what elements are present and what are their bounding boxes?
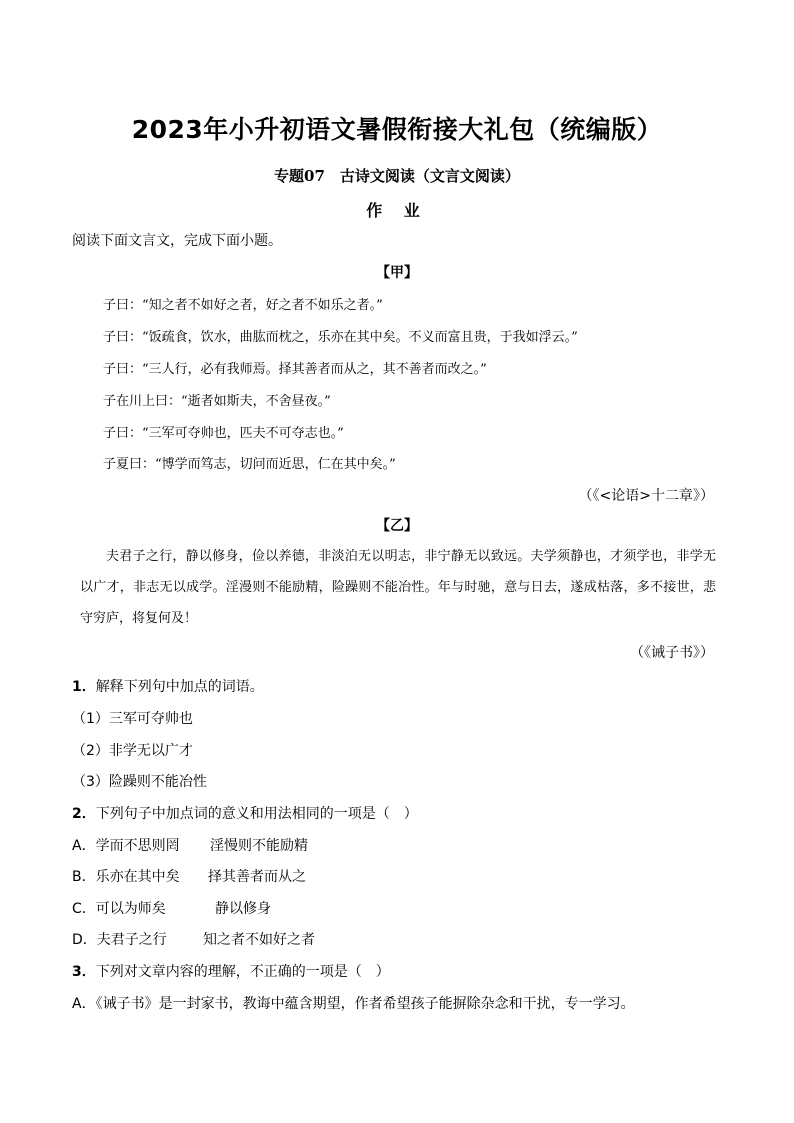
option-left: 夫君子之行 <box>96 932 167 948</box>
document-subtitle: 专题07 古诗文阅读（文言文阅读） <box>274 167 520 185</box>
option-c-right: 静以修身 <box>215 901 271 917</box>
passage-jia-line: 子曰：“饭疏食，饮水，曲肱而枕之，乐亦在其中矣。不义而富且贵，于我如浮云。” <box>103 330 578 345</box>
passage-jia-source: （《<论语>十二章》） <box>578 488 714 504</box>
passage-jia-line: 子曰：“三军可夺帅也，匹夫不可夺志也。” <box>103 426 344 441</box>
passage-yi-text: 夫君子之行，静以修身，俭以养德，非淡泊无以明志，非宁静无以致远。夫学须静也，才须学也，非学无以广才，非志无以成学。淫漫则不能励精，险躁则不能冶性。年与时驰，意与日去，遂成枯落，多不接世，悲守穷庐，将复何及！ <box>80 549 716 626</box>
reading-instruction: 阅读下面文言文，完成下面小题。 <box>72 233 282 249</box>
option-left: 可以为师矣 <box>95 901 166 917</box>
option-a[interactable] <box>72 993 635 1013</box>
question-text: 解释下列句中加点的词语。 <box>95 679 264 695</box>
option-d-right: 知之者不如好之者 <box>203 932 315 948</box>
option-a-right: 淫慢则不能励精 <box>210 838 308 854</box>
passage-jia-line: 子曰：“知之者不如好之者，好之者不如乐之者。” <box>103 298 383 313</box>
document-title: 2023年小升初语文暑假衔接大礼包（统编版） <box>131 115 663 144</box>
option-left: 学而不思则罔 <box>95 838 180 854</box>
passage-jia-line: 子在川上曰：“逝者如斯夫，不舍昼夜。” <box>103 394 331 409</box>
question-number: 2． <box>72 806 96 822</box>
option-key: A． <box>72 996 96 1012</box>
question-1 <box>72 676 264 696</box>
passage-jia-label: 【甲】 <box>376 265 418 281</box>
option-c[interactable] <box>72 898 166 918</box>
option-d[interactable] <box>72 929 167 949</box>
section-heading: 作 业 <box>366 201 428 220</box>
question-1-item: （3）险躁则不能冶性 <box>72 774 207 790</box>
passage-jia-line: 子夏曰：“博学而笃志，切问而近思，仁在其中矣。” <box>103 457 396 472</box>
option-a[interactable] <box>72 835 180 855</box>
question-number: 1． <box>72 679 96 695</box>
option-key: A． <box>72 838 96 854</box>
question-1-item: （2）非学无以广才 <box>72 743 193 759</box>
passage-yi-label: 【乙】 <box>376 518 418 534</box>
question-1-item: （1）三军可夺帅也 <box>72 711 193 727</box>
option-key: C． <box>72 901 96 917</box>
question-text: 下列对文章内容的理解，不正确的一项是（ ） <box>95 964 390 980</box>
passage-jia-line: 子曰：“三人行，必有我师焉。择其善者而从之，其不善者而改之。” <box>103 362 487 377</box>
option-b-right: 择其善者而从之 <box>208 869 306 885</box>
passage-yi-source: （《诫子书》） <box>630 645 714 661</box>
option-key: D． <box>72 932 97 948</box>
question-text: 下列句子中加点词的意义和用法相同的一项是（ ） <box>95 806 418 822</box>
question-2 <box>72 803 418 823</box>
question-3 <box>72 961 390 981</box>
question-number: 3． <box>72 964 96 980</box>
option-b[interactable] <box>72 866 180 886</box>
option-key: B． <box>72 869 96 885</box>
option-text: 《诫子书》是一封家书，教诲中蕴含期望，作者希望孩子能摒除杂念和干扰，专一学习。 <box>95 996 635 1012</box>
option-left: 乐亦在其中矣 <box>95 869 180 885</box>
